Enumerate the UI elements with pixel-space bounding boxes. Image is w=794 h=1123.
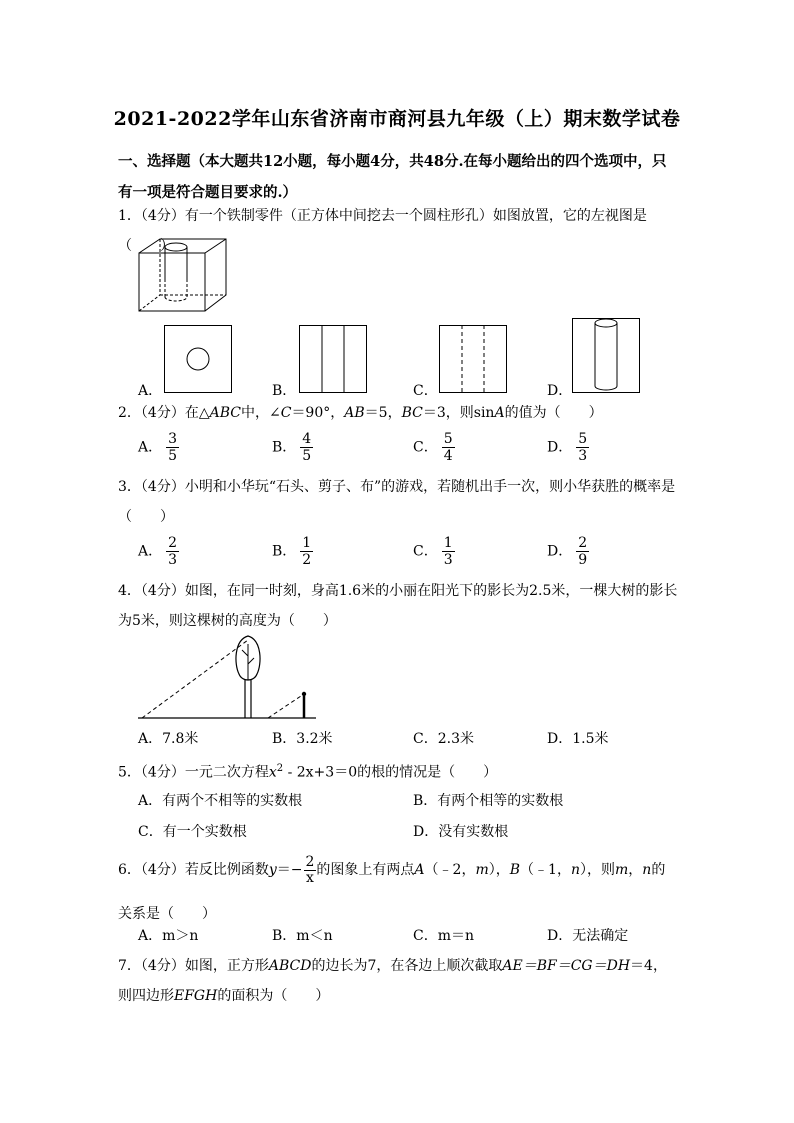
- q6-variable-y: y: [268, 862, 277, 878]
- q2-text-post: 的值为（ ）: [504, 405, 603, 421]
- q6-var-m: m: [475, 862, 489, 878]
- question-4-text: （4分）如图，在同一时刻，身高1.6米的小丽在阳光下的影长为2.5米，一棵大树的影长为5米，则这棵树的高度为（ ）: [118, 583, 678, 629]
- q1-option-a-figure: [164, 325, 232, 393]
- fraction-denominator: 5: [302, 448, 312, 464]
- fraction-denominator: x: [306, 869, 314, 886]
- q7-text-post: 的面积为（ ）: [217, 988, 330, 1004]
- q2-option-d-fraction: [576, 431, 589, 464]
- q7-text-mid1: 的边长为7，在各边上顺次截取: [311, 958, 503, 974]
- q2-option-a-label: A．: [138, 439, 163, 456]
- q6-point-b: B: [509, 862, 521, 878]
- q2-option-d-label: D．: [547, 439, 573, 456]
- fraction-numerator: 5: [443, 431, 453, 447]
- q6-option-b[interactable]: B．m＜n: [272, 928, 333, 944]
- q2-option-b-label: B．: [272, 439, 297, 456]
- q2-text-mid3: ＝5，: [364, 405, 402, 421]
- q3-option-c-label: C．: [413, 543, 438, 560]
- question-1-text: （4分）有一个铁制零件（正方体中间挖去一个圆柱形孔）如图放置，它的左视图是（ ）: [118, 208, 647, 254]
- fraction-numerator: 1: [443, 535, 453, 551]
- fraction-denominator: 3: [578, 448, 588, 464]
- q4-option-b[interactable]: B．3.2米: [272, 731, 333, 747]
- question-5-number: 5．: [118, 764, 141, 781]
- q3-option-c[interactable]: [413, 535, 455, 568]
- q2-text-pre: （4分）在△: [140, 405, 210, 421]
- q1-option-a[interactable]: A．: [138, 383, 163, 399]
- q5-option-c[interactable]: C．有一个实数根: [138, 824, 247, 840]
- question-1-number: 1．: [118, 208, 141, 224]
- question-7-number: 7．: [118, 958, 141, 974]
- q1-option-b-figure: [299, 325, 367, 393]
- q6-option-d[interactable]: D．无法确定: [547, 928, 629, 944]
- q3-option-d[interactable]: [547, 535, 589, 568]
- page-title: 2021-2022学年山东省济南市商河县九年级（上）期末数学试卷: [113, 108, 681, 130]
- fraction-denominator: 5: [168, 448, 178, 464]
- q6-close1: ），: [488, 862, 510, 878]
- fraction-denominator: 2: [302, 552, 312, 568]
- q3-option-c-fraction: [442, 535, 455, 568]
- q1-cube-figure: [138, 237, 228, 315]
- q7-text-pre: （4分）如图，正方形: [140, 958, 269, 974]
- fraction-numerator: 2: [305, 853, 315, 870]
- q2-option-c-label: C．: [413, 439, 438, 456]
- fraction-denominator: 3: [443, 552, 453, 568]
- q7-text-mid2: ＝4，则四边形: [118, 958, 667, 1004]
- q7-segments: AE＝BF＝CG＝DH: [502, 958, 631, 974]
- q2-text-mid1: 中，∠: [240, 405, 281, 421]
- q4-option-c[interactable]: C．2.3米: [413, 731, 474, 747]
- q3-option-a-label: A．: [138, 543, 163, 560]
- q2-side-ab: AB: [344, 405, 365, 421]
- q6-var-n: n: [570, 862, 580, 878]
- q6-coord-b: （﹣1，: [520, 862, 571, 878]
- q6-point-a: A: [414, 862, 425, 878]
- fraction-numerator: 2: [578, 535, 588, 551]
- fraction-denominator: 9: [578, 552, 588, 568]
- question-3: [118, 472, 678, 532]
- q1-option-d[interactable]: D．: [547, 383, 573, 399]
- question-4-number: 4．: [118, 583, 141, 599]
- q2-text-mid4: ＝3，则sin: [422, 405, 495, 421]
- fraction-numerator: 3: [168, 431, 178, 447]
- q6-comma: ，: [628, 862, 643, 878]
- q5-variable-x: x: [268, 764, 277, 781]
- section-heading: 一、选择题（本大题共12小题，每小题4分，共48分.在每小题给出的四个选项中，只有一项是符合题目要求的.）: [118, 153, 667, 201]
- q3-option-a[interactable]: [138, 535, 179, 568]
- q4-option-d[interactable]: D．1.5米: [547, 731, 609, 747]
- fraction-numerator: 4: [302, 431, 312, 447]
- q5-text-post: - 2x+3＝0的根的情况是（ ）: [283, 764, 498, 781]
- q6-text-mid: 的图象上有两点: [316, 862, 415, 878]
- q2-angle-c: C: [280, 405, 292, 421]
- q2-triangle-name: ABC: [209, 405, 241, 421]
- q3-option-b[interactable]: [272, 535, 313, 568]
- q3-option-d-fraction: [576, 535, 589, 568]
- q6-coord-a: （﹣2，: [424, 862, 476, 878]
- fraction-numerator: 1: [302, 535, 312, 551]
- q2-angle-a: A: [494, 405, 505, 421]
- question-3-text: （4分）小明和小华玩“石头、剪子、布”的游戏，若随机出手一次，则小华获胜的概率是（ ）: [118, 479, 676, 525]
- q2-option-c[interactable]: [413, 431, 455, 464]
- q2-side-bc: BC: [401, 405, 423, 421]
- question-5: [118, 754, 678, 788]
- q5-option-b[interactable]: B．有两个相等的实数根: [413, 793, 564, 809]
- fraction-numerator: 2: [168, 535, 178, 551]
- question-2-number: 2．: [118, 405, 141, 421]
- fraction-denominator: 3: [168, 552, 178, 568]
- q6-fraction: [304, 855, 317, 886]
- q2-option-c-fraction: [442, 431, 455, 464]
- q7-quad-name: EFGH: [174, 988, 218, 1004]
- question-7: [118, 951, 678, 1011]
- q4-option-a[interactable]: A．7.8米: [138, 731, 199, 747]
- question-2: [118, 398, 678, 428]
- fraction-denominator: 4: [443, 448, 453, 464]
- q6-close2: ），则: [580, 862, 615, 878]
- question-4: [118, 576, 678, 636]
- q5-option-a[interactable]: A．有两个不相等的实数根: [138, 793, 303, 809]
- q6-option-a[interactable]: A．m＞n: [138, 928, 199, 944]
- question-3-number: 3．: [118, 479, 141, 495]
- q3-option-b-fraction: [300, 535, 313, 568]
- q6-var-n2: n: [642, 862, 652, 878]
- q5-exponent: 2: [276, 763, 284, 774]
- q1-option-d-figure: [572, 318, 640, 394]
- q3-option-d-label: D．: [547, 543, 573, 560]
- q3-option-b-label: B．: [272, 543, 297, 560]
- q6-text-post: 的关系是（ ）: [118, 862, 666, 922]
- q4-shadow-figure: [138, 634, 318, 720]
- q2-option-a[interactable]: [138, 431, 179, 464]
- q2-option-b[interactable]: [272, 431, 313, 464]
- question-6: [118, 848, 678, 936]
- fraction-numerator: 5: [578, 431, 588, 447]
- q6-equals-minus: ＝−: [276, 862, 303, 878]
- q2-option-d[interactable]: [547, 431, 589, 464]
- q2-option-a-fraction: [166, 431, 179, 464]
- q1-option-c[interactable]: C．: [413, 383, 438, 399]
- q2-option-b-fraction: [300, 431, 313, 464]
- q5-option-d[interactable]: D．没有实数根: [413, 824, 509, 840]
- q6-text-pre: （4分）若反比例函数: [140, 862, 269, 878]
- q1-option-c-figure: [439, 325, 507, 393]
- q7-square-name: ABCD: [268, 958, 312, 974]
- q2-text-mid2: ＝90°，: [291, 405, 345, 421]
- q3-option-a-fraction: [166, 535, 179, 568]
- question-6-number: 6．: [118, 862, 141, 878]
- q6-var-m2: m: [615, 862, 629, 878]
- q6-option-c[interactable]: C．m＝n: [413, 928, 475, 944]
- q5-text-pre: （4分）一元二次方程: [140, 764, 269, 781]
- q1-option-b[interactable]: B．: [272, 383, 297, 399]
